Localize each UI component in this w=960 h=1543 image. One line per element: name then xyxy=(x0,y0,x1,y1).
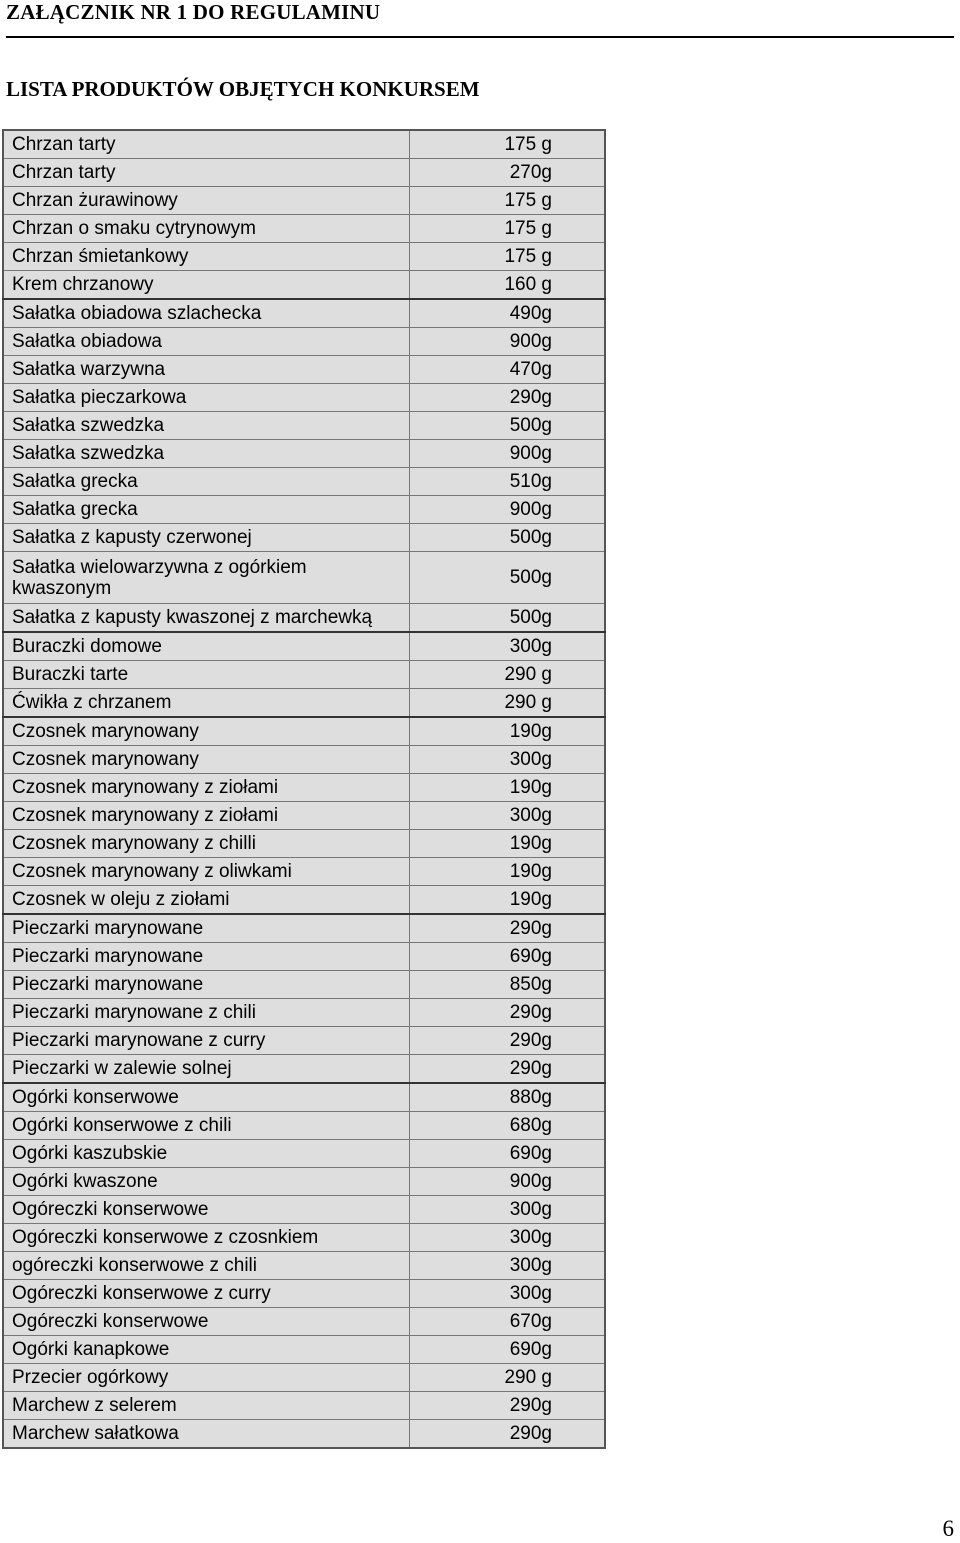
product-name-cell xyxy=(3,604,410,633)
product-weight: 300g xyxy=(410,1196,605,1224)
table-row xyxy=(3,858,605,886)
table-row xyxy=(3,328,605,356)
product-weight: 300g xyxy=(410,1280,605,1308)
product-name: Czosnek w oleju z ziołami xyxy=(12,889,230,910)
product-name-cell xyxy=(3,271,410,300)
product-name-cell xyxy=(3,1252,410,1280)
product-name-cell xyxy=(3,1168,410,1196)
product-name-cell xyxy=(3,524,410,552)
product-name-cell xyxy=(3,1224,410,1252)
product-name-cell xyxy=(3,886,410,915)
product-name-cell xyxy=(3,774,410,802)
product-name: Czosnek marynowany z chilli xyxy=(12,833,256,854)
table-row xyxy=(3,1196,605,1224)
product-name-cell xyxy=(3,412,410,440)
product-weight: 300g xyxy=(410,746,605,774)
product-name-cell xyxy=(3,1140,410,1168)
product-name: Pieczarki marynowane z curry xyxy=(12,1030,266,1051)
product-name-cell xyxy=(3,1027,410,1055)
product-weight: 290g xyxy=(410,1392,605,1420)
product-weight: 290 g xyxy=(410,689,605,718)
product-name-cell xyxy=(3,971,410,999)
product-name: Sałatka z kapusty czerwonej xyxy=(12,527,252,548)
product-weight: 175 g xyxy=(410,215,605,243)
table-row xyxy=(3,356,605,384)
product-weight: 500g xyxy=(410,412,605,440)
product-weight: 500g xyxy=(410,604,605,633)
table-row xyxy=(3,1308,605,1336)
product-name-cell xyxy=(3,661,410,689)
table-row xyxy=(3,802,605,830)
products-table xyxy=(2,129,606,1449)
product-name-cell xyxy=(3,914,410,943)
product-name: Pieczarki marynowane xyxy=(12,946,204,967)
table-row xyxy=(3,524,605,552)
product-name-cell xyxy=(3,717,410,746)
product-weight: 300g xyxy=(410,1224,605,1252)
product-weight: 290g xyxy=(410,1027,605,1055)
table-row xyxy=(3,632,605,661)
table-row xyxy=(3,661,605,689)
table-row xyxy=(3,1027,605,1055)
product-weight: 300g xyxy=(410,802,605,830)
table-row xyxy=(3,1055,605,1084)
product-name: Chrzan śmietankowy xyxy=(12,246,189,267)
product-weight: 190g xyxy=(410,858,605,886)
product-name: Sałatka szwedzka xyxy=(12,443,165,464)
product-name: Buraczki domowe xyxy=(12,636,162,657)
table-row xyxy=(3,1420,605,1449)
table-row xyxy=(3,746,605,774)
product-name-cell xyxy=(3,215,410,243)
product-name-cell xyxy=(3,858,410,886)
product-name-cell xyxy=(3,328,410,356)
product-name: Czosnek marynowany xyxy=(12,721,199,742)
product-name: Chrzan tarty xyxy=(12,134,116,155)
product-weight: 175 g xyxy=(410,187,605,215)
table-row xyxy=(3,604,605,633)
product-name: Sałatka obiadowa szlachecka xyxy=(12,303,262,324)
products-table-body xyxy=(3,130,605,1448)
product-weight: 290g xyxy=(410,1420,605,1449)
product-weight: 900g xyxy=(410,496,605,524)
product-name-cell xyxy=(3,356,410,384)
table-row xyxy=(3,830,605,858)
product-name-cell xyxy=(3,1364,410,1392)
product-weight: 300g xyxy=(410,632,605,661)
product-weight: 900g xyxy=(410,440,605,468)
product-name: Czosnek marynowany z ziołami xyxy=(12,777,279,798)
product-weight: 290g xyxy=(410,914,605,943)
product-name: Ogóreczki konserwowe z curry xyxy=(12,1283,271,1304)
product-name-cell xyxy=(3,130,410,159)
table-row xyxy=(3,1252,605,1280)
table-row xyxy=(3,1336,605,1364)
product-weight: 900g xyxy=(410,328,605,356)
product-name: Sałatka z kapusty kwaszonej z marchewką xyxy=(12,607,373,628)
product-name: Ogórki konserwowe xyxy=(12,1087,179,1108)
product-name: Chrzan o smaku cytrynowym xyxy=(12,218,256,239)
document-header xyxy=(6,0,954,38)
product-name-cell xyxy=(3,243,410,271)
product-name-cell xyxy=(3,1336,410,1364)
product-weight: 290g xyxy=(410,1055,605,1084)
product-weight: 190g xyxy=(410,830,605,858)
product-weight: 190g xyxy=(410,717,605,746)
product-name: Pieczarki w zalewie solnej xyxy=(12,1058,232,1079)
product-weight: 270g xyxy=(410,159,605,187)
product-name: ogóreczki konserwowe z chili xyxy=(12,1255,257,1276)
product-name-cell xyxy=(3,1055,410,1084)
product-name: Ogórki kanapkowe xyxy=(12,1339,170,1360)
product-name-cell xyxy=(3,299,410,328)
product-name-cell xyxy=(3,830,410,858)
table-row xyxy=(3,717,605,746)
product-weight: 175 g xyxy=(410,243,605,271)
table-row xyxy=(3,468,605,496)
table-row xyxy=(3,384,605,412)
product-weight: 190g xyxy=(410,774,605,802)
product-name: Sałatka szwedzka xyxy=(12,415,165,436)
product-name: Czosnek marynowany xyxy=(12,749,199,770)
product-weight: 500g xyxy=(410,524,605,552)
table-row xyxy=(3,440,605,468)
table-row xyxy=(3,971,605,999)
product-weight: 175 g xyxy=(410,130,605,159)
product-name-cell xyxy=(3,440,410,468)
product-name: Ogóreczki konserwowe xyxy=(12,1199,209,1220)
header-title: ZAŁĄCZNIK NR 1 DO REGULAMINU xyxy=(6,0,381,24)
product-name-cell xyxy=(3,187,410,215)
product-name-cell xyxy=(3,159,410,187)
product-name: Sałatka grecka xyxy=(12,471,138,492)
product-name: Ogóreczki konserwowe z czosnkiem xyxy=(12,1227,319,1248)
table-row xyxy=(3,496,605,524)
product-name-cell xyxy=(3,468,410,496)
product-name-cell xyxy=(3,1392,410,1420)
product-name-cell xyxy=(3,802,410,830)
product-name: Chrzan tarty xyxy=(12,162,116,183)
page-number: 6 xyxy=(942,1516,954,1541)
product-weight: 690g xyxy=(410,1336,605,1364)
table-row xyxy=(3,943,605,971)
table-row xyxy=(3,552,605,604)
product-name: Pieczarki marynowane xyxy=(12,918,204,939)
product-weight: 470g xyxy=(410,356,605,384)
product-weight: 670g xyxy=(410,1308,605,1336)
product-weight: 880g xyxy=(410,1083,605,1112)
product-name-cell xyxy=(3,1280,410,1308)
product-weight: 190g xyxy=(410,886,605,915)
product-name: Krem chrzanowy xyxy=(12,274,154,295)
product-weight: 290 g xyxy=(410,1364,605,1392)
list-title: LISTA PRODUKTÓW OBJĘTYCH KONKURSEM xyxy=(6,77,480,101)
table-row xyxy=(3,1083,605,1112)
table-row xyxy=(3,1140,605,1168)
product-name-cell xyxy=(3,689,410,718)
product-name: Ogóreczki konserwowe xyxy=(12,1311,209,1332)
product-name: Ćwikła z chrzanem xyxy=(12,692,172,713)
table-row xyxy=(3,159,605,187)
table-row xyxy=(3,689,605,718)
product-name: Przecier ogórkowy xyxy=(12,1367,169,1388)
table-row xyxy=(3,243,605,271)
product-name-cell xyxy=(3,1196,410,1224)
product-name: Sałatka pieczarkowa xyxy=(12,387,187,408)
product-name: Chrzan żurawinowy xyxy=(12,190,178,211)
product-name: Buraczki tarte xyxy=(12,664,129,685)
product-name: Pieczarki marynowane xyxy=(12,974,204,995)
table-row xyxy=(3,1112,605,1140)
table-row xyxy=(3,774,605,802)
product-name: Pieczarki marynowane z chili xyxy=(12,1002,256,1023)
product-name: Sałatka grecka xyxy=(12,499,138,520)
product-weight: 690g xyxy=(410,943,605,971)
table-row xyxy=(3,299,605,328)
product-name-cell xyxy=(3,1083,410,1112)
product-weight: 300g xyxy=(410,1252,605,1280)
product-weight: 160 g xyxy=(410,271,605,300)
product-weight: 490g xyxy=(410,299,605,328)
table-row xyxy=(3,187,605,215)
product-name-cell xyxy=(3,384,410,412)
table-row xyxy=(3,130,605,159)
product-name: Ogórki kaszubskie xyxy=(12,1143,168,1164)
product-weight: 900g xyxy=(410,1168,605,1196)
product-name-cell xyxy=(3,746,410,774)
product-weight: 850g xyxy=(410,971,605,999)
table-row xyxy=(3,1168,605,1196)
product-name: Sałatka obiadowa xyxy=(12,331,162,352)
product-name-cell xyxy=(3,1308,410,1336)
product-name-cell xyxy=(3,999,410,1027)
product-name: Czosnek marynowany z ziołami xyxy=(12,805,279,826)
product-name-cell xyxy=(3,496,410,524)
product-name: Ogórki kwaszone xyxy=(12,1171,158,1192)
product-weight: 510g xyxy=(410,468,605,496)
product-name-cell xyxy=(3,632,410,661)
table-row xyxy=(3,1224,605,1252)
table-row xyxy=(3,215,605,243)
table-row xyxy=(3,1364,605,1392)
product-name: Marchew z selerem xyxy=(12,1395,177,1416)
product-name-cell xyxy=(3,1420,410,1449)
product-weight: 680g xyxy=(410,1112,605,1140)
product-name: Czosnek marynowany z oliwkami xyxy=(12,861,292,882)
product-weight: 690g xyxy=(410,1140,605,1168)
product-name: Ogórki konserwowe z chili xyxy=(12,1115,232,1136)
table-row xyxy=(3,914,605,943)
table-row xyxy=(3,999,605,1027)
product-name: Marchew sałatkowa xyxy=(12,1423,179,1444)
product-name-continued: kwaszonym xyxy=(12,577,112,599)
product-weight: 290g xyxy=(410,999,605,1027)
table-row xyxy=(3,886,605,915)
product-weight: 290 g xyxy=(410,661,605,689)
table-row xyxy=(3,1392,605,1420)
product-name-cell xyxy=(3,943,410,971)
product-weight: 500g xyxy=(410,552,605,604)
product-name: Sałatka warzywna xyxy=(12,359,166,380)
product-weight: 290g xyxy=(410,384,605,412)
table-row xyxy=(3,1280,605,1308)
table-row xyxy=(3,271,605,300)
product-name: Sałatka wielowarzywna z ogórkiem xyxy=(12,556,307,578)
product-name-cell xyxy=(3,552,410,604)
product-name-cell xyxy=(3,1112,410,1140)
table-row xyxy=(3,412,605,440)
